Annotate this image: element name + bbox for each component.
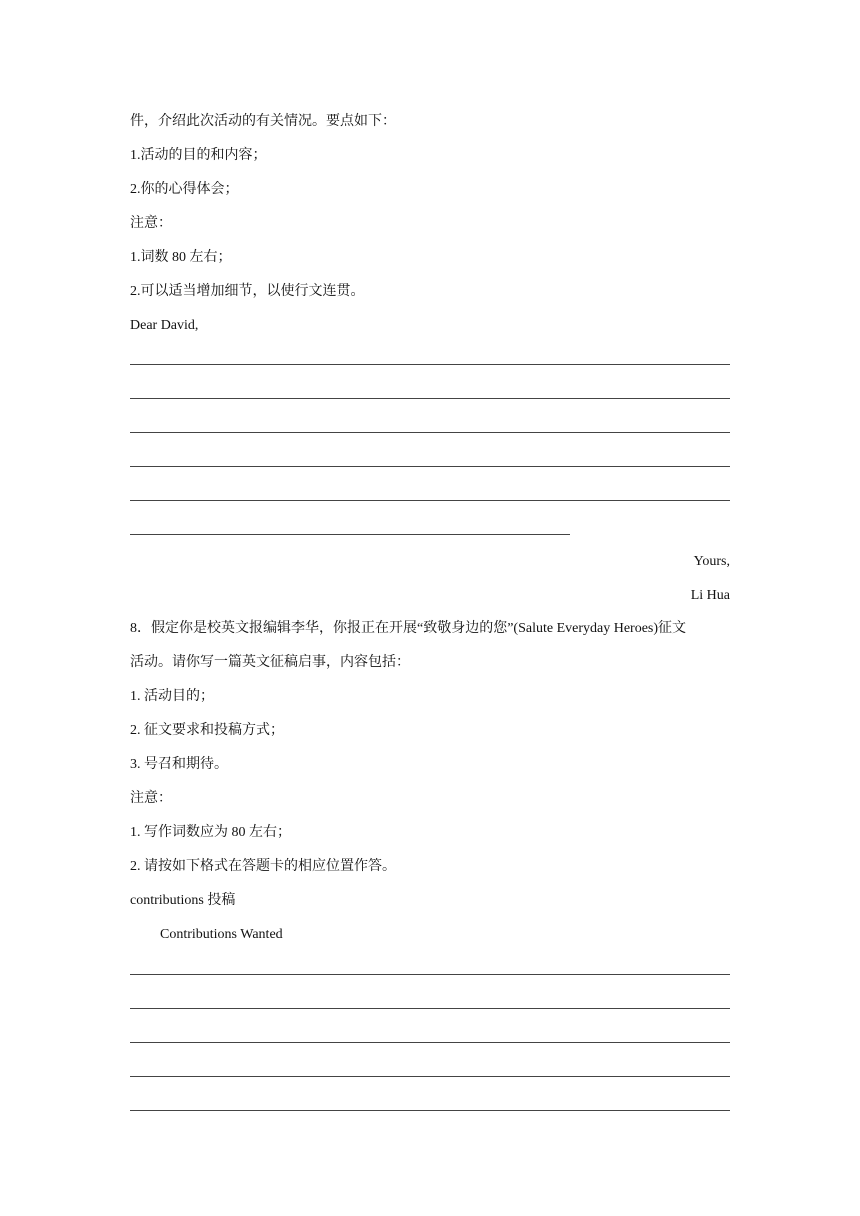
answer-line [130, 432, 730, 433]
question-8-prompt-line-1: 8．假定你是校英文报编辑李华，你报正在开展“致敬身边的您”(Salute Everyday Heroes)征文 [130, 621, 687, 636]
answer-line [130, 398, 730, 399]
note-1: 1. 写作词数应为 80 左右； [130, 825, 291, 840]
content-item-3: 3. 号召和期待。 [130, 757, 228, 772]
closing: Yours, [693, 554, 730, 569]
signature: Li Hua [690, 588, 730, 603]
answer-line [130, 364, 730, 365]
point-2: 2.你的心得体会； [130, 182, 239, 197]
salutation: Dear David, [130, 318, 199, 333]
answer-line [130, 1110, 730, 1111]
answer-line [130, 500, 730, 501]
note-1: 1.词数 80 左右； [130, 250, 232, 265]
content-item-1: 1. 活动目的； [130, 689, 214, 704]
note-label: 注意： [130, 216, 172, 231]
point-1: 1.活动的目的和内容； [130, 148, 267, 163]
answer-line [130, 466, 730, 467]
answer-line [130, 1076, 730, 1077]
content-item-2: 2. 征文要求和投稿方式； [130, 723, 284, 738]
answer-line [130, 1008, 730, 1009]
answer-line [130, 974, 730, 975]
note-2: 2.可以适当增加细节，以使行文连贯。 [130, 284, 365, 299]
vocabulary-hint: contributions 投稿 [130, 893, 236, 908]
question-8-prompt-line-2: 活动。请你写一篇英文征稿启事，内容包括： [130, 655, 410, 670]
intro-continuation: 件，介绍此次活动的有关情况。要点如下： [130, 114, 396, 129]
note-2: 2. 请按如下格式在答题卡的相应位置作答。 [130, 859, 396, 874]
notice-heading: Contributions Wanted [160, 927, 283, 942]
answer-line [130, 1042, 730, 1043]
answer-line-short [130, 534, 570, 535]
note-label: 注意： [130, 791, 172, 806]
